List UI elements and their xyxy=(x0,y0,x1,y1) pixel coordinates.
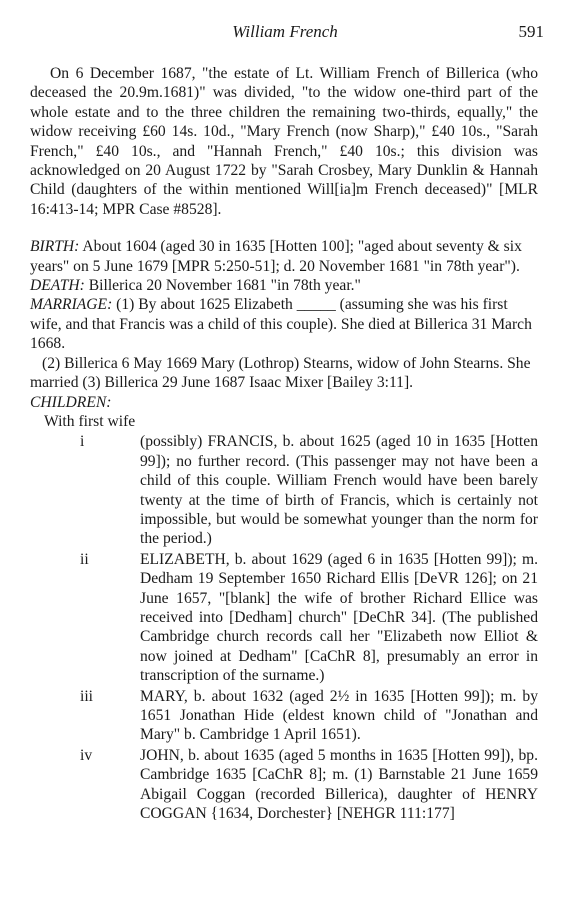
child-text: ELIZABETH, b. about 1629 (aged 6 in 1635 [Hotten 99]); m. Dedham 19 September 1650 Richard Ellis [DeVR 126]; on 21 June 1657, "[blank] the wife of brother Richard Ellice was received into [Dedham] church" [DeChR 34]. (The published Cambridge church records call her "Elizabeth now Elliot & now joined at Dedham" [CaChR 8], presumably an error in transcription of the surname.) xyxy=(140,550,538,685)
child-entry xyxy=(80,432,538,548)
death-label: DEATH: xyxy=(30,277,85,295)
child-number: iii xyxy=(80,687,93,705)
birth-label: BIRTH: xyxy=(30,238,80,256)
child-entry xyxy=(80,687,538,745)
marriage-second: (2) Billerica 6 May 1669 Mary (Lothrop) Stearns, widow of John Stearns. She married (3) Billerica 29 June 1687 Isaac Mixer [Bailey 3:11]. xyxy=(30,354,531,392)
child-number: iv xyxy=(80,746,93,764)
marriage-text: (1) By about 1625 Elizabeth _____ (assuming she was his first wife, and that Francis was a child of this couple). She died at Billerica 31 March 1668. xyxy=(30,296,532,353)
birth-text: About 1604 (aged 30 in 1635 [Hotten 100]; "aged about seventy & six years" on 5 June 1679 [MPR 5:250-51]; d. 20 November 1681 "in 78th year"). xyxy=(30,238,522,275)
body-text xyxy=(30,64,538,823)
running-head xyxy=(0,22,570,44)
child-text: JOHN, b. about 1635 (aged 5 months in 1635 [Hotten 99]), bp. Cambridge 1635 [CaChR 8]; m. (1) Barnstable 21 June 1659 Abigail Coggan (recorded Billerica), daughter of HENRY COGGAN {1634, Dorchester} [NEHGR 111:177] xyxy=(140,746,538,823)
page-number: 591 xyxy=(518,22,544,41)
death-text: Billerica 20 November 1681 "in 78th year." xyxy=(88,277,361,295)
death-entry xyxy=(30,276,538,295)
children-subhead: With first wife xyxy=(44,412,136,430)
child-entry xyxy=(80,550,538,686)
marriage-entry xyxy=(30,295,538,353)
child-number: ii xyxy=(80,550,89,568)
marriage-label: MARRIAGE: xyxy=(30,296,113,314)
child-entry xyxy=(80,746,538,824)
intro-paragraph: On 6 December 1687, "the estate of Lt. William French of Billerica (who deceased the 20.9m.1681)" was divided, "to the widow one-third part of the whole estate and to the three children the remaining two-thirds, equally," the widow receiving £60 14s. 10d., "Mary French (now Sharp)," £40 10s., "Sarah French," £40 10s., and "Hannah French," £40 10s.; this division was acknowledged on 20 August 1722 by "Sarah Crosbey, Mary Dunklin & Hannah Child (daughters of the within mentioned Will[ia]m French deceased)" [MLR 16:413-14; MPR Case #8528]. xyxy=(30,65,538,218)
children-label: CHILDREN: xyxy=(30,393,112,411)
child-text: (possibly) FRANCIS, b. about 1625 (aged 10 in 1635 [Hotten 99]); no further record. (This passenger may not have been a child of this couple. William French would have been barely twenty at the time of birth of Francis, which is certainly not impossible, but would be somewhat younger than the norm for the period.) xyxy=(140,433,538,548)
birth-entry xyxy=(30,237,538,276)
child-number: i xyxy=(80,433,85,451)
child-text: MARY, b. about 1632 (aged 2½ in 1635 [Hotten 99]); m. by 1651 Jonathan Hide (eldest known child of "Jonathan and Mary" b. Cambridge 1 April 1651). xyxy=(140,687,538,744)
running-title: William French xyxy=(232,22,338,41)
